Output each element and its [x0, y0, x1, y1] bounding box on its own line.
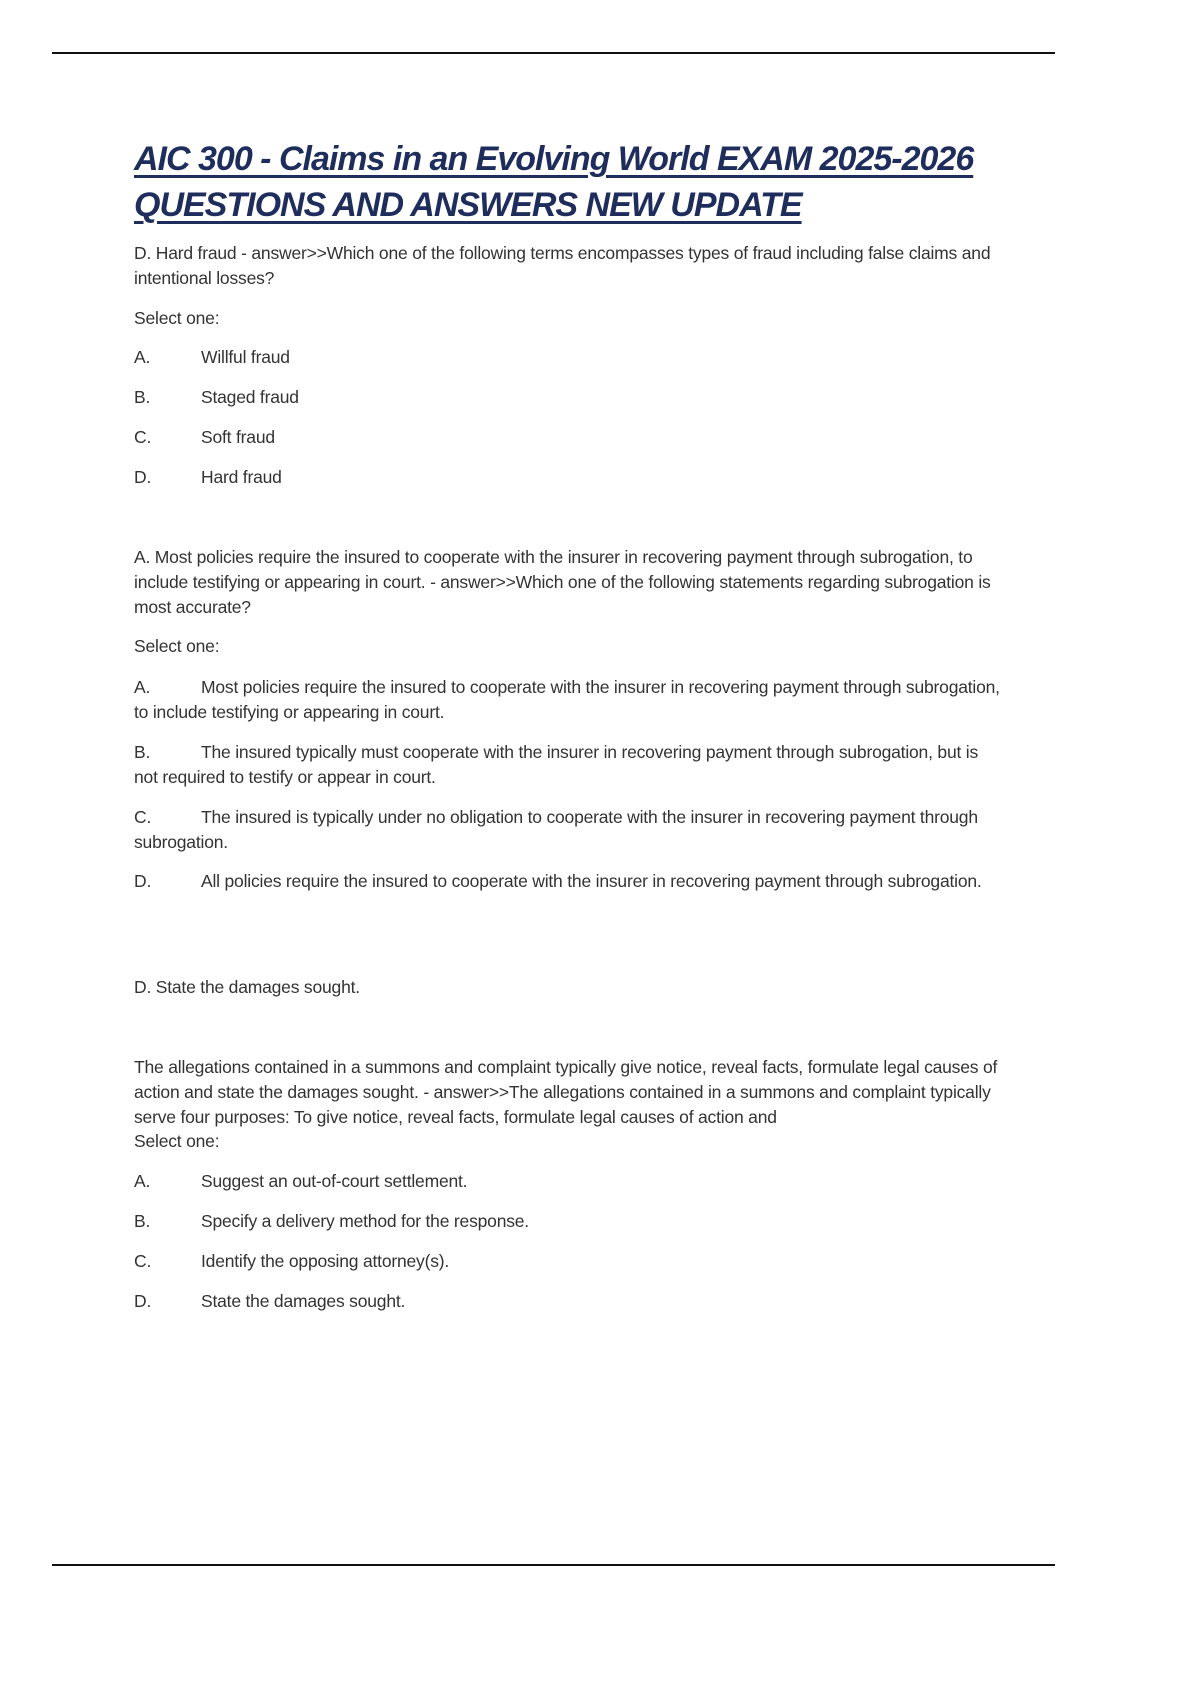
- option-letter: A.: [134, 347, 151, 367]
- top-rule: [52, 52, 1055, 54]
- question-3-select: Select one:: [134, 1131, 220, 1151]
- option-letter: C.: [134, 1251, 152, 1271]
- option-letter: D.: [134, 871, 152, 891]
- option-text: Soft fraud: [201, 427, 275, 447]
- title-line-1: AIC 300 - Claims in an Evolving World EXAM 2025-2026: [134, 140, 974, 178]
- option-letter: A.: [134, 1171, 151, 1191]
- option-letter: D.: [134, 1291, 152, 1311]
- q2-option-a: [134, 675, 1004, 725]
- option-text: The insured is typically under no obligation to cooperate with the insurer in recovering payment through subrogation.: [134, 807, 978, 852]
- q3-option-a: [134, 1169, 1004, 1194]
- option-text: Most policies require the insured to cooperate with the insurer in recovering payment through subrogation, to include testifying or appearing in court.: [134, 677, 1000, 722]
- q3-option-b: [134, 1209, 1004, 1234]
- question-2-text: A. Most policies require the insured to cooperate with the insurer in recovering payment through subrogation, to include testifying or appearing in court. - answer>>Which one of the following statements regarding subrogation is most accurate?: [134, 547, 991, 617]
- option-text: Willful fraud: [201, 347, 290, 367]
- option-text: Identify the opposing attorney(s).: [201, 1251, 450, 1271]
- option-text: All policies require the insured to cooperate with the insurer in recovering payment through subrogation.: [201, 871, 982, 891]
- option-text: Hard fraud: [201, 467, 282, 487]
- option-text: Specify a delivery method for the response.: [201, 1211, 529, 1231]
- question-3-answer: D. State the damages sought.: [134, 977, 360, 997]
- q2-option-c: [134, 805, 1004, 855]
- question-2-select: Select one:: [134, 636, 220, 656]
- option-letter: C.: [134, 427, 152, 447]
- option-text: Staged fraud: [201, 387, 299, 407]
- question-3-text: The allegations contained in a summons and complaint typically give notice, reveal facts, formulate legal causes of action and state the damages sought. - answer>>The allegations contained in a summons and complaint typically serve four purposes: To give notice, reveal facts, formulate legal causes of action and: [134, 1057, 998, 1127]
- option-text: The insured typically must cooperate with the insurer in recovering payment through subrogation, but is not required to testify or appear in court.: [134, 742, 979, 787]
- q3-option-c: [134, 1249, 1004, 1274]
- q3-option-d: [134, 1289, 1004, 1314]
- option-letter: A.: [134, 677, 151, 697]
- option-letter: B.: [134, 387, 151, 407]
- option-text: Suggest an out-of-court settlement.: [201, 1171, 468, 1191]
- q1-option-b: [134, 385, 1004, 410]
- bottom-rule: [52, 1564, 1055, 1566]
- document-title: [134, 136, 1014, 228]
- option-letter: B.: [134, 1211, 151, 1231]
- question-1-text: D. Hard fraud - answer>>Which one of the following terms encompasses types of fraud including false claims and intentional losses?: [134, 243, 991, 288]
- option-letter: B.: [134, 742, 151, 762]
- option-letter: D.: [134, 467, 152, 487]
- option-text: State the damages sought.: [201, 1291, 406, 1311]
- q2-option-b: [134, 740, 1004, 790]
- q1-option-c: [134, 425, 1004, 450]
- q2-option-d: [134, 869, 1004, 894]
- option-letter: C.: [134, 807, 152, 827]
- question-1-select: Select one:: [134, 308, 220, 328]
- title-line-2: QUESTIONS AND ANSWERS NEW UPDATE: [134, 186, 802, 224]
- q1-option-d: [134, 465, 1004, 490]
- q1-option-a: [134, 345, 1004, 370]
